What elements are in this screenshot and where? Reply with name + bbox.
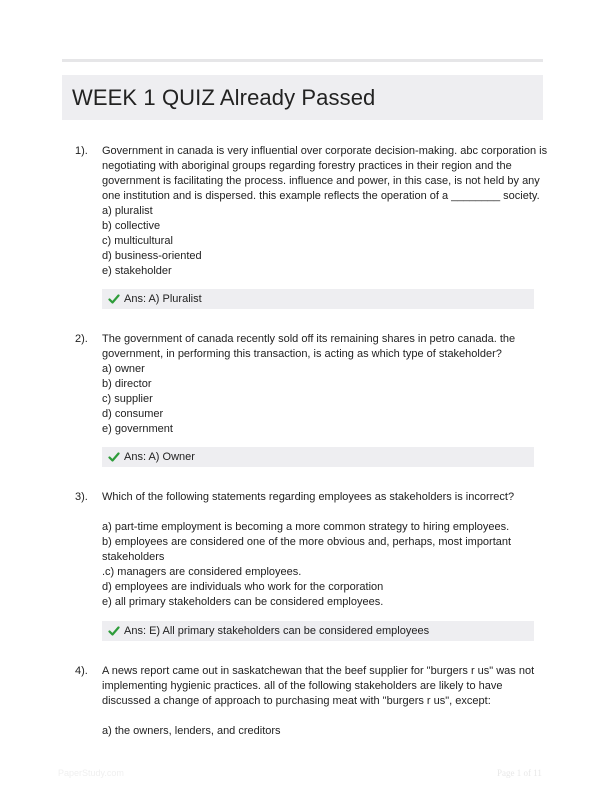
question-text-line: discussed a change of approach to purchasing meat with "burgers r us", except: [102,695,491,707]
option-b: b) employees are considered one of the more obvious and, perhaps, most important [102,536,512,548]
question-number: 3). [75,491,88,503]
question-text-line: negotiating with aboriginal groups regarding forestry practices in their region and the [102,160,512,172]
option-e: e) government [102,423,173,435]
option-b: b) director [102,378,152,390]
footer-site-watermark: PaperStudy.com [58,768,124,778]
question-3 [75,490,545,610]
option-a: a) owner [102,363,145,375]
option-d: d) employees are individuals who work for the corporation [102,581,384,593]
answer-text: Ans: A) Pluralist [124,293,202,305]
answer-box-2 [102,447,534,467]
page-number: Page 1 of 11 [497,768,542,778]
question-number: 2). [75,333,88,345]
question-2 [75,332,545,437]
blank-line [102,505,542,520]
option-e: e) all primary stakeholders can be considered employees. [102,596,384,608]
question-text-line: government is facilitating the process. influence and power, in this case, is not held by any [102,175,540,187]
question-number: 4). [75,665,88,677]
answer-text: Ans: A) Owner [124,451,195,463]
question-number: 1). [75,145,88,157]
top-divider [62,59,543,62]
answer-text: Ans: E) All primary stakeholders can be considered employees [124,625,430,637]
option-d: d) business-oriented [102,250,202,262]
question-body [102,332,542,437]
question-1 [75,144,548,279]
answer-box-1 [102,289,534,309]
question-body [102,144,548,279]
option-a: a) the owners, lenders, and creditors [102,725,281,737]
title-bar [62,75,543,120]
check-icon [108,625,120,637]
answer-box-3 [102,621,534,641]
question-text-line: A news report came out in saskatchewan that the beef supplier for "burgers r us" was not [102,665,535,677]
option-c: c) supplier [102,393,153,405]
option-b: b) collective [102,220,161,232]
question-body [102,490,542,610]
option-b-continued: stakeholders [102,551,165,563]
question-text-line: The government of canada recently sold off its remaining shares in petro canada. the [102,333,516,345]
question-body [102,664,542,739]
blank-line [102,709,542,724]
question-text-line: government, in performing this transaction, is acting as which type of stakeholder? [102,348,502,360]
option-e: e) stakeholder [102,265,172,277]
question-text-line: one institution and is dispersed. this example reflects the operation of a ________ society. [102,190,540,202]
check-icon [108,293,120,305]
option-a: a) pluralist [102,205,153,217]
page-title: WEEK 1 QUIZ Already Passed [72,84,376,110]
question-4 [75,664,545,739]
question-text-line: Which of the following statements regarding employees as stakeholders is incorrect? [102,491,515,503]
question-text-line: Government in canada is very influential over corporate decision-making. abc corporation is [102,145,548,157]
option-c: .c) managers are considered employees. [102,566,302,578]
option-c: c) multicultural [102,235,173,247]
question-text-line: implementing hygienic practices. all of the following stakeholders are likely to have [102,680,503,692]
check-icon [108,451,120,463]
option-d: d) consumer [102,408,164,420]
option-a: a) part-time employment is becoming a more common strategy to hiring employees. [102,521,510,533]
